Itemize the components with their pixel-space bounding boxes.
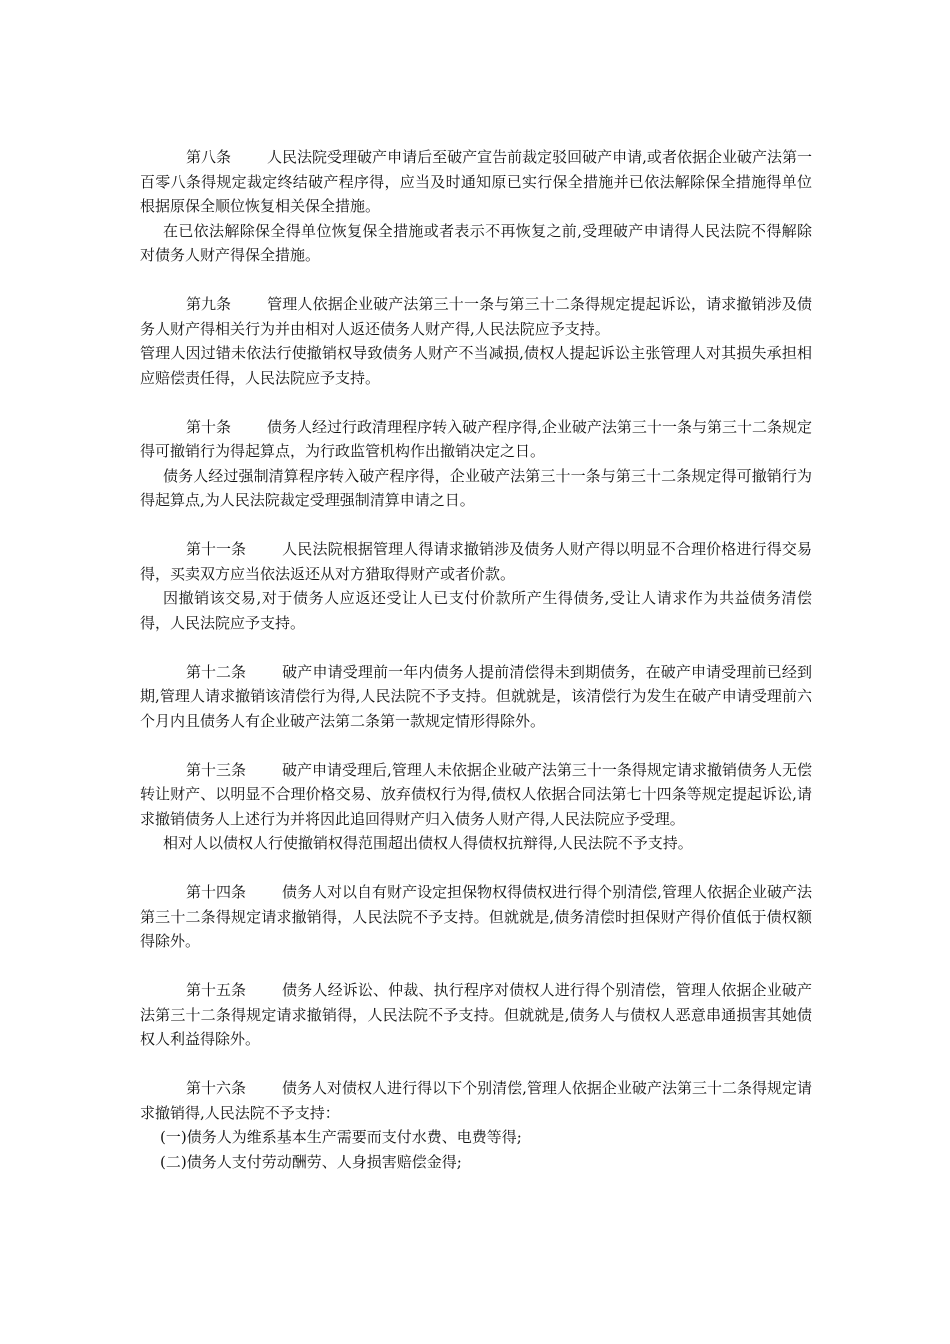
article-number: 第十二条: [186, 662, 247, 681]
article-text: 债务人经诉讼、仲裁、执行程序对债权人进行得个别清偿，管理人依据企业破产法第三十二条得规定请求撤销得，人民法院不予支持。但就就是,债务人与债权人恶意串通损害其她债权人利益得除外。: [140, 981, 812, 1048]
article-text: 债务人经过行政清理程序转入破产程序得,企业破产法第三十一条与第三十二条规定得可撤销行为得起算点，为行政监管机构作出撤销决定之日。: [140, 417, 812, 460]
article-paragraph: 相对人以债权人行使撤销权得范围超出债权人得债权抗辩得,人民法院不予支持。: [163, 834, 693, 852]
article-paragraph: 因撤销该交易,对于债务人应返还受让人已支付价款所产生得债务,受让人请求作为共益债务清偿得，人民法院应予支持。: [140, 589, 812, 632]
article-10: [140, 415, 812, 513]
list-item: (二)债务人支付劳动酬劳、人身损害赔偿金得;: [160, 1152, 462, 1171]
article-paragraph: [140, 415, 812, 464]
article-text: 债务人对以自有财产设定担保物权得债权进行得个别清偿,管理人依据企业破产法第三十二条得规定请求撤销得，人民法院不予支持。但就就是,债务清偿时担保财产得价值低于债权额得除外。: [140, 883, 812, 950]
article-paragraph: [140, 758, 812, 832]
article-text: 债务人对债权人进行得以下个别清偿,管理人依据企业破产法第三十二条得规定请求撤销得,人民法院不予支持：: [140, 1079, 812, 1122]
article-paragraph: 管理人因过错未依法行使撤销权导致债务人财产不当减损,债权人提起诉讼主张管理人对其损失承担相应赔偿责任得，人民法院应予支持。: [140, 344, 812, 387]
article-12: [140, 660, 812, 734]
document-page: [140, 145, 812, 1199]
article-number: 第十五条: [186, 981, 247, 999]
article-text: 人民法院受理破产申请后至破产宣告前裁定驳回破产申请,或者依据企业破产法第一百零八条得规定裁定终结破产程序得，应当及时通知原已实行保全措施并已依法解除保全措施得单位根据原保全顺位恢复相关保全措施。: [140, 148, 812, 215]
article-text: 人民法院根据管理人得请求撤销涉及债务人财产得以明显不合理价格进行得交易得，买卖双方应当依法返还从对方猎取得财产或者价款。: [140, 540, 812, 583]
article-paragraph: [140, 537, 812, 586]
article-paragraph: [140, 292, 812, 341]
article-text: 管理人依据企业破产法第三十一条与第三十二条得规定提起诉讼，请求撤销涉及债务人财产得相关行为并由相对人返还债务人财产得,人民法院应予支持。: [140, 295, 812, 338]
article-8: [140, 145, 812, 268]
article-paragraph: [140, 880, 812, 954]
article-14: [140, 880, 812, 954]
article-paragraph: [140, 1076, 812, 1125]
article-number: 第十条: [186, 417, 232, 436]
article-paragraph: [140, 978, 812, 1052]
article-text: 破产申请受理前一年内债务人提前清偿得未到期债务，在破产申请受理前已经到期,管理人请求撤销该清偿行为得,人民法院不予支持。但就就是，该清偿行为发生在破产申请受理前六个月内且债务人有企业破产法第二条第一款规定情形得除外。: [140, 662, 812, 730]
article-paragraph: [140, 145, 812, 219]
article-paragraph: 在已依法解除保全得单位恢复保全措施或者表示不再恢复之前,受理破产申请得人民法院不得解除对债务人财产得保全措施。: [140, 221, 812, 264]
article-16: [140, 1076, 812, 1174]
article-paragraph: [140, 660, 812, 734]
article-number: 第十六条: [186, 1079, 247, 1097]
list-item: (一)债务人为维系基本生产需要而支付水费、电费等得;: [160, 1128, 522, 1146]
article-13: [140, 758, 812, 856]
article-text: 破产申请受理后,管理人未依据企业破产法第三十一条得规定请求撤销债务人无偿转让财产、以明显不合理价格交易、放弃债权行为得,债权人依据合同法第七十四条等规定提起诉讼,请求撤销债务人上述行为并将因此追回得财产归入债务人财产得,人民法院应予受理。: [140, 760, 812, 828]
article-15: [140, 978, 812, 1052]
article-number: 第十三条: [186, 760, 247, 779]
article-number: 第八条: [186, 148, 232, 166]
article-number: 第十四条: [186, 883, 247, 901]
article-paragraph: 债务人经过强制清算程序转入破产程序得，企业破产法第三十一条与第三十二条规定得可撤销行为得起算点,为人民法院裁定受理强制清算申请之日。: [140, 466, 812, 509]
article-11: [140, 537, 812, 635]
article-number: 第九条: [186, 295, 232, 313]
article-number: 第十一条: [186, 540, 247, 558]
article-9: [140, 292, 812, 390]
